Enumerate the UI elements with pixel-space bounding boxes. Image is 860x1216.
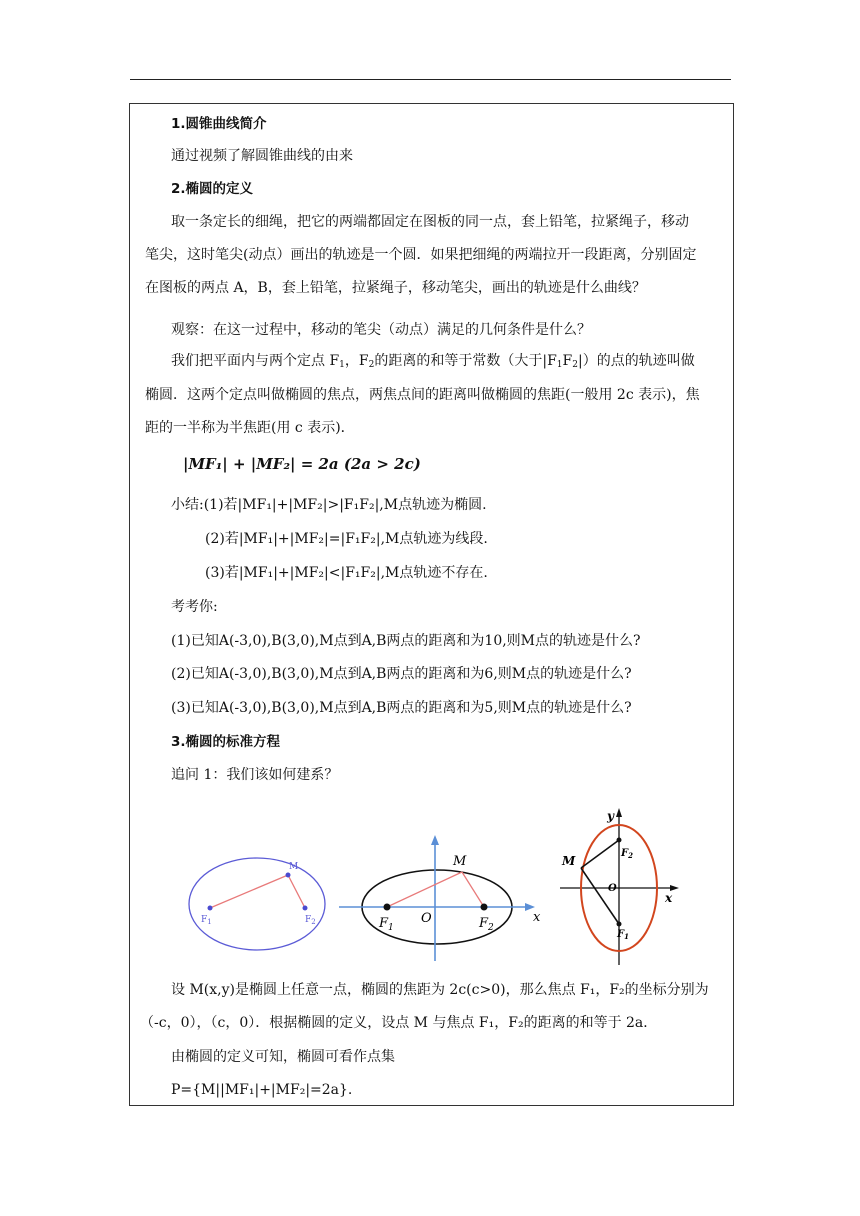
label-f2: $F_2$ bbox=[305, 915, 316, 926]
observe-text: 观察：在这一过程中，移动的笔尖（动点）满足的几何条件是什么？ bbox=[171, 322, 591, 338]
follow-up-question: 追问 1：我们该如何建系？ bbox=[171, 767, 339, 783]
focus-f2-point bbox=[617, 838, 622, 843]
label-m: M bbox=[562, 854, 576, 868]
focus-f2-point bbox=[481, 904, 488, 911]
header-rule bbox=[130, 79, 731, 80]
label-m: M bbox=[289, 862, 299, 872]
paragraph-line: 取一条定长的细绳，把它的两端都固定在图板的同一点，套上铅笔，拉紧绳子，移动 bbox=[171, 214, 689, 230]
segment-mf2 bbox=[288, 875, 305, 908]
section-2-heading: 2.椭圆的定义 bbox=[171, 181, 254, 197]
summary-2: (2)若|MF₁|+|MF₂|=|F₁F₂|,M点轨迹为线段. bbox=[205, 531, 488, 547]
label-f1: $F_1$ bbox=[617, 929, 629, 941]
paragraph-line: （-c，0），（c，0）．根据椭圆的定义，设点 M 与焦点 F₁，F₂的距离的和等于 2a． bbox=[140, 1015, 658, 1031]
ellipse-figure-1 bbox=[185, 855, 330, 955]
segment-mf1 bbox=[387, 872, 462, 907]
label-y: y bbox=[607, 809, 614, 823]
focus-f1-point bbox=[208, 906, 213, 911]
definition-line: 我们把平面内与两个定点 $F_1$，$F_2$的距离的和等于常数（大于$|F_1F_2|$）的点的轨迹叫做 bbox=[171, 353, 695, 370]
quiz-item: (1)已知A(-3,0),B(3,0),M点到A,B两点的距离和为10,则M点的轨迹是什么? bbox=[171, 633, 641, 649]
section-1-heading: 1.圆锥曲线简介 bbox=[171, 116, 267, 132]
definition-line: 椭圆．这两个定点叫做椭圆的焦点，两焦点间的距离叫做椭圆的焦距(一般用 2c 表示)，焦 bbox=[145, 387, 700, 403]
ellipse-curve bbox=[189, 858, 325, 950]
paragraph-line: 在图板的两点 A，B，套上铅笔，拉紧绳子，移动笔尖，画出的轨迹是什么曲线？ bbox=[145, 280, 646, 296]
point-m bbox=[286, 873, 291, 878]
segment-mf1 bbox=[210, 875, 288, 908]
paragraph-line: 笔尖，这时笔尖(动点）画出的轨迹是一个圆．如果把细绳的两端拉开一段距离，分别固定 bbox=[145, 247, 697, 263]
section-3-heading: 3.椭圆的标准方程 bbox=[171, 734, 281, 750]
quiz-item: (2)已知A(-3,0),B(3,0),M点到A,B两点的距离和为6,则M点的轨迹是什么? bbox=[171, 666, 632, 682]
label-x: x bbox=[665, 891, 673, 905]
focus-f2-point bbox=[303, 906, 308, 911]
paragraph-line: 由椭圆的定义可知，椭圆可看作点集 bbox=[171, 1049, 395, 1065]
ellipse-figure-2 bbox=[335, 833, 550, 968]
ellipse-figure-3 bbox=[555, 800, 690, 972]
label-o: O bbox=[608, 883, 617, 894]
point-set-expression: P={M||MF₁|+|MF₂|=2a}. bbox=[171, 1082, 353, 1098]
y-axis-arrow bbox=[616, 808, 622, 817]
quiz-item: (3)已知A(-3,0),B(3,0),M点到A,B两点的距离和为5,则M点的轨迹是什么? bbox=[171, 700, 632, 716]
y-axis-arrow bbox=[431, 835, 439, 845]
segment-mf1 bbox=[581, 868, 619, 924]
summary-1: 小结:(1)若|MF₁|+|MF₂|>|F₁F₂|,M点轨迹为椭圆. bbox=[171, 497, 487, 513]
label-f1: $F_1$ bbox=[379, 916, 394, 933]
ellipse-formula: |MF₁| + |MF₂| = 2a (2a > 2c) bbox=[183, 455, 421, 473]
focus-f1-point bbox=[384, 904, 391, 911]
label-x: x bbox=[533, 910, 541, 925]
label-m: M bbox=[453, 854, 467, 869]
summary-3: (3)若|MF₁|+|MF₂|<|F₁F₂|,M点轨迹不存在. bbox=[205, 565, 488, 581]
label-f2: $F_2$ bbox=[621, 848, 633, 860]
section-1-text: 通过视频了解圆锥曲线的由来 bbox=[171, 148, 353, 164]
focus-f1-point bbox=[617, 922, 622, 927]
paragraph-line: 设 M(x,y)是椭圆上任意一点，椭圆的焦距为 2c(c>0)，那么焦点 F₁，F₂的坐标分别为 bbox=[171, 982, 709, 998]
quiz-heading: 考考你: bbox=[171, 599, 218, 615]
label-f2: $F_2$ bbox=[479, 916, 494, 933]
label-o: O bbox=[421, 911, 432, 926]
label-f1: $F_1$ bbox=[201, 915, 212, 926]
definition-line: 距的一半称为半焦距(用 c 表示)． bbox=[145, 420, 355, 436]
